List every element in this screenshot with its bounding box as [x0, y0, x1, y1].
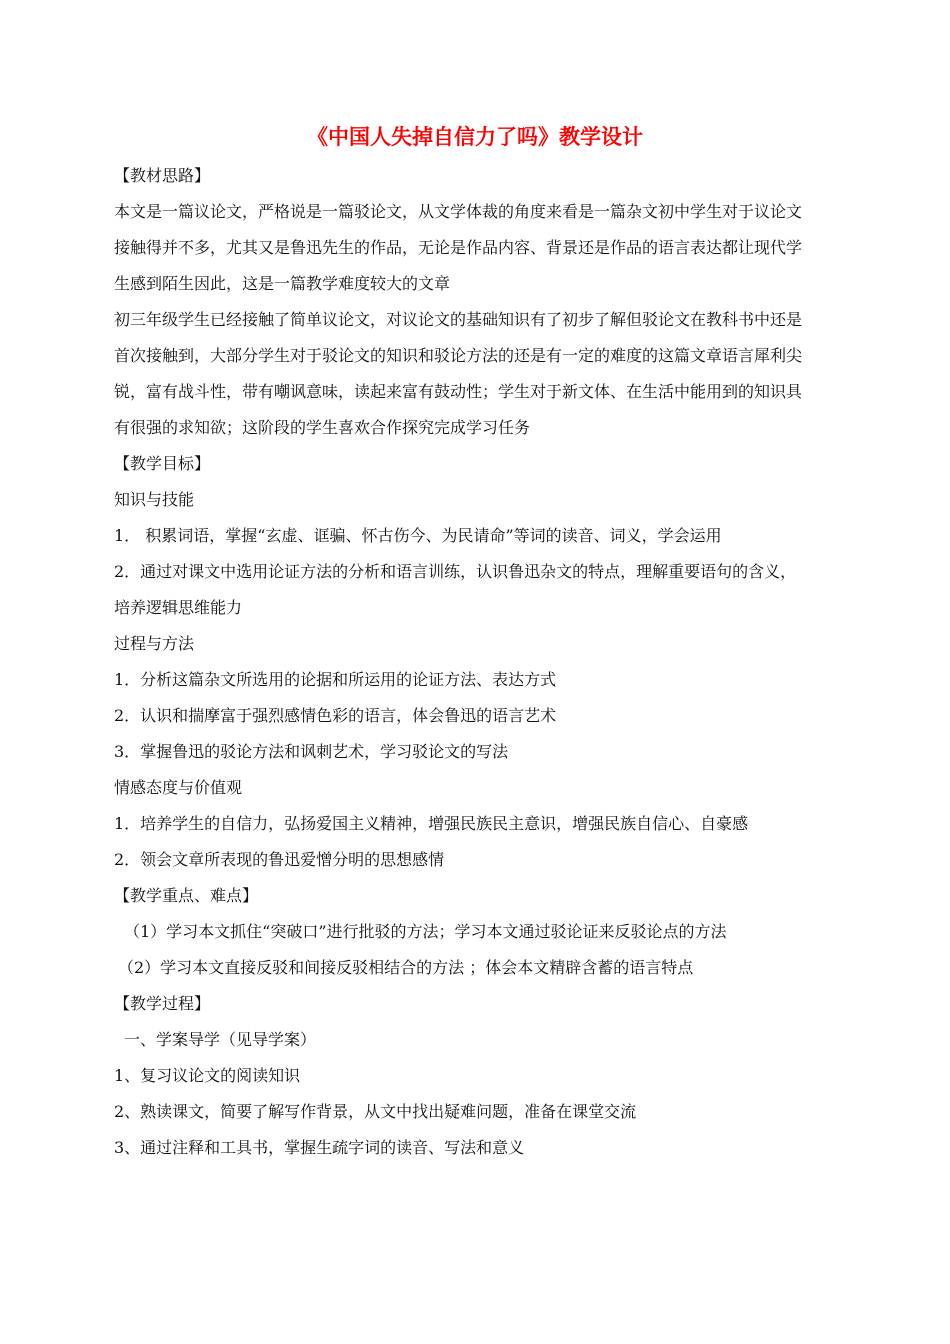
document-title: 《中国人失掉自信力了吗》教学设计: [307, 125, 643, 149]
difficulty-item-1: （1）学习本文抓住“突破口”进行批驳的方法；学习本文通过驳论证来反驳论点的方法: [124, 922, 727, 941]
section-heading-textbook-idea: 【教材思路】: [114, 166, 211, 185]
process-task-3: 3、通过注释和工具书，掌握生疏字词的读音、写法和意义: [114, 1138, 525, 1157]
paragraph-line: 初三年级学生已经接触了简单议论文，对议论文的基础知识有了初步了解但驳论文在教科书中还是: [114, 310, 803, 329]
goal-item-e2: 2．领会文章所表现的鲁迅爱憎分明的思想感情: [114, 850, 445, 869]
paragraph-textbook-idea-2: [114, 302, 840, 446]
process-task-1: 1、复习议论文的阅读知识: [114, 1066, 301, 1085]
goal-item-m3: 3．掌握鲁迅的驳论方法和讽刺艺术，学习驳论文的写法: [114, 742, 509, 761]
goal-item-k1: 1． 积累词语，掌握“玄虚、诓骗、怀古伤今、为民请命”等词的读音、词义，学会运用: [114, 526, 722, 545]
section-heading-teaching-goals: 【教学目标】: [114, 454, 211, 473]
paragraph-line: 生感到陌生因此，这是一篇教学难度较大的文章: [114, 274, 451, 293]
paragraph-textbook-idea-1: [114, 194, 840, 302]
goal-item-e1: 1．培养学生的自信力，弘扬爱国主义精神，增强民族民主意识，增强民族自信心、自豪感: [114, 814, 749, 833]
document-body: [114, 158, 840, 1166]
goal-item-k2: 2．通过对课文中选用论证方法的分析和语言训练，认识鲁迅杂文的特点，理解重要语句的含义，: [114, 562, 797, 581]
subheading-process-methods: 过程与方法: [114, 634, 195, 653]
subheading-emotion-values: 情感态度与价值观: [114, 778, 243, 797]
section-heading-key-difficult: 【教学重点、难点】: [114, 886, 259, 905]
goal-item-m1: 1．分析这篇杂文所选用的论据和所运用的论证方法、表达方式: [114, 670, 557, 689]
paragraph-line: 本文是一篇议论文，严格说是一篇驳论文，从文学体裁的角度来看是一篇杂文初中学生对于议论文: [114, 202, 803, 221]
paragraph-line: 有很强的求知欲；这阶段的学生喜欢合作探究完成学习任务: [114, 418, 531, 437]
subheading-knowledge-skills: 知识与技能: [114, 490, 195, 509]
paragraph-line: 锐，富有战斗性，带有嘲讽意味，读起来富有鼓动性；学生对于新文体、在生活中能用到的知识具: [114, 382, 803, 401]
section-heading-teaching-process: 【教学过程】: [114, 994, 211, 1013]
paragraph-line: 首次接触到，大部分学生对于驳论文的知识和驳论方法的还是有一定的难度的这篇文章语言犀利尖: [114, 346, 803, 365]
process-step-1: 一、学案导学（见导学案）: [124, 1030, 317, 1049]
process-task-2: 2、熟读课文，简要了解写作背景，从文中找出疑难问题，准备在课堂交流: [114, 1102, 637, 1121]
paragraph-line: 接触得并不多，尤其又是鲁迅先生的作品，无论是作品内容、背景还是作品的语言表达都让现代学: [114, 238, 803, 257]
goal-item-k2-continued: 培养逻辑思维能力: [114, 598, 243, 617]
goal-item-m2: 2．认识和揣摩富于强烈感情色彩的语言，体会鲁迅的语言艺术: [114, 706, 557, 725]
difficulty-item-2: （2）学习本文直接反驳和间接反驳相结合的方法 ；体会本文精辟含蓄的语言特点: [118, 958, 694, 977]
